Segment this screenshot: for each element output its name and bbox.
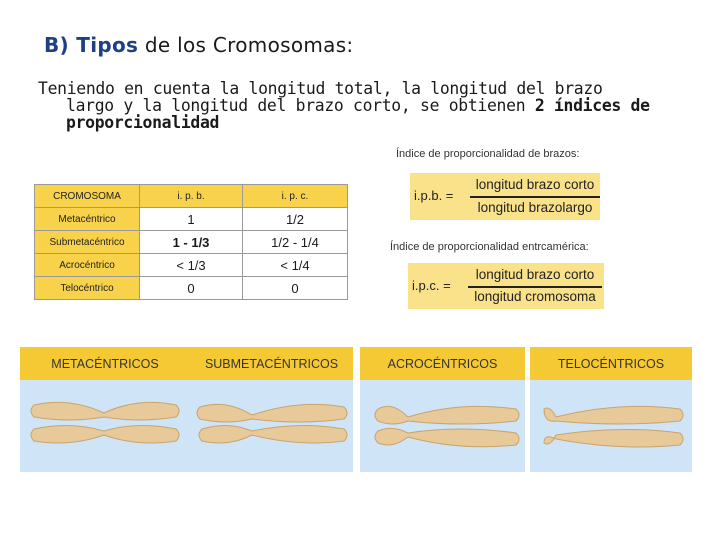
fraction-bar <box>470 196 600 198</box>
intro-line-2: largo y la longitud del brazo corto, se obtienen 2 índices de <box>66 96 650 115</box>
row-name: Acrocéntrico <box>35 254 140 277</box>
panel-metacentric <box>20 347 190 472</box>
panel-title: TELOCÉNTRICOS <box>530 347 692 380</box>
ipb-lhs: i.p.b. = <box>414 188 454 203</box>
ipb-numerator: longitud brazo corto <box>475 177 595 192</box>
table-header: CROMOSOMA <box>35 185 140 208</box>
table-header-row <box>35 185 348 208</box>
acrocentric-chromosome-image <box>360 387 525 467</box>
table-row <box>35 231 348 254</box>
panel-submetacentric <box>190 347 353 472</box>
panel-acrocentric <box>360 347 525 472</box>
row-ipc: 1/2 - 1/4 <box>243 231 348 254</box>
ipb-formula-label: Índice de proporcionalidad de brazos: <box>396 148 580 160</box>
ipc-formula-label: Índice de proporcionalidad entrcamérica: <box>390 241 589 253</box>
panel-telocentric <box>530 347 692 472</box>
ipc-numerator: longitud brazo corto <box>475 267 595 282</box>
metacentric-chromosome-image <box>20 387 190 467</box>
title-rest: de los Cromosomas: <box>138 33 354 57</box>
ipb-formula <box>410 173 600 220</box>
row-name: Submetacéntrico <box>35 231 140 254</box>
table-row <box>35 208 348 231</box>
telocentric-chromosome-image <box>530 387 692 467</box>
intro-line-3: proporcionalidad <box>66 113 220 132</box>
panel-title: METACÉNTRICOS <box>20 347 190 380</box>
intro-paragraph <box>38 80 698 131</box>
submetacentric-chromosome-image <box>190 387 353 467</box>
row-ipc: 1/2 <box>243 208 348 231</box>
table-row <box>35 254 348 277</box>
row-name: Telocéntrico <box>35 277 140 300</box>
row-ipc: 0 <box>243 277 348 300</box>
row-ipb: < 1/3 <box>140 254 243 277</box>
table-header: i. p. c. <box>243 185 348 208</box>
title-prefix: B) Tipos <box>44 33 139 57</box>
intro-line-1: Teniendo en cuenta la longitud total, la longitud del brazo <box>38 79 603 98</box>
ipc-denominator: longitud cromosoma <box>474 289 596 304</box>
panel-title: ACROCÉNTRICOS <box>360 347 525 380</box>
fraction-bar <box>468 286 602 288</box>
row-name: Metacéntrico <box>35 208 140 231</box>
row-ipb: 1 <box>140 208 243 231</box>
table-row <box>35 277 348 300</box>
ipc-lhs: i.p.c. = <box>412 278 451 293</box>
ipb-denominator: longitud brazolargo <box>477 200 593 215</box>
row-ipc: < 1/4 <box>243 254 348 277</box>
page-title <box>44 33 353 57</box>
ipc-formula <box>408 263 604 309</box>
panel-title: SUBMETACÉNTRICOS <box>190 347 353 380</box>
row-ipb: 0 <box>140 277 243 300</box>
row-ipb: 1 - 1/3 <box>140 231 243 254</box>
chromosome-index-table <box>34 184 348 300</box>
table-header: i. p. b. <box>140 185 243 208</box>
